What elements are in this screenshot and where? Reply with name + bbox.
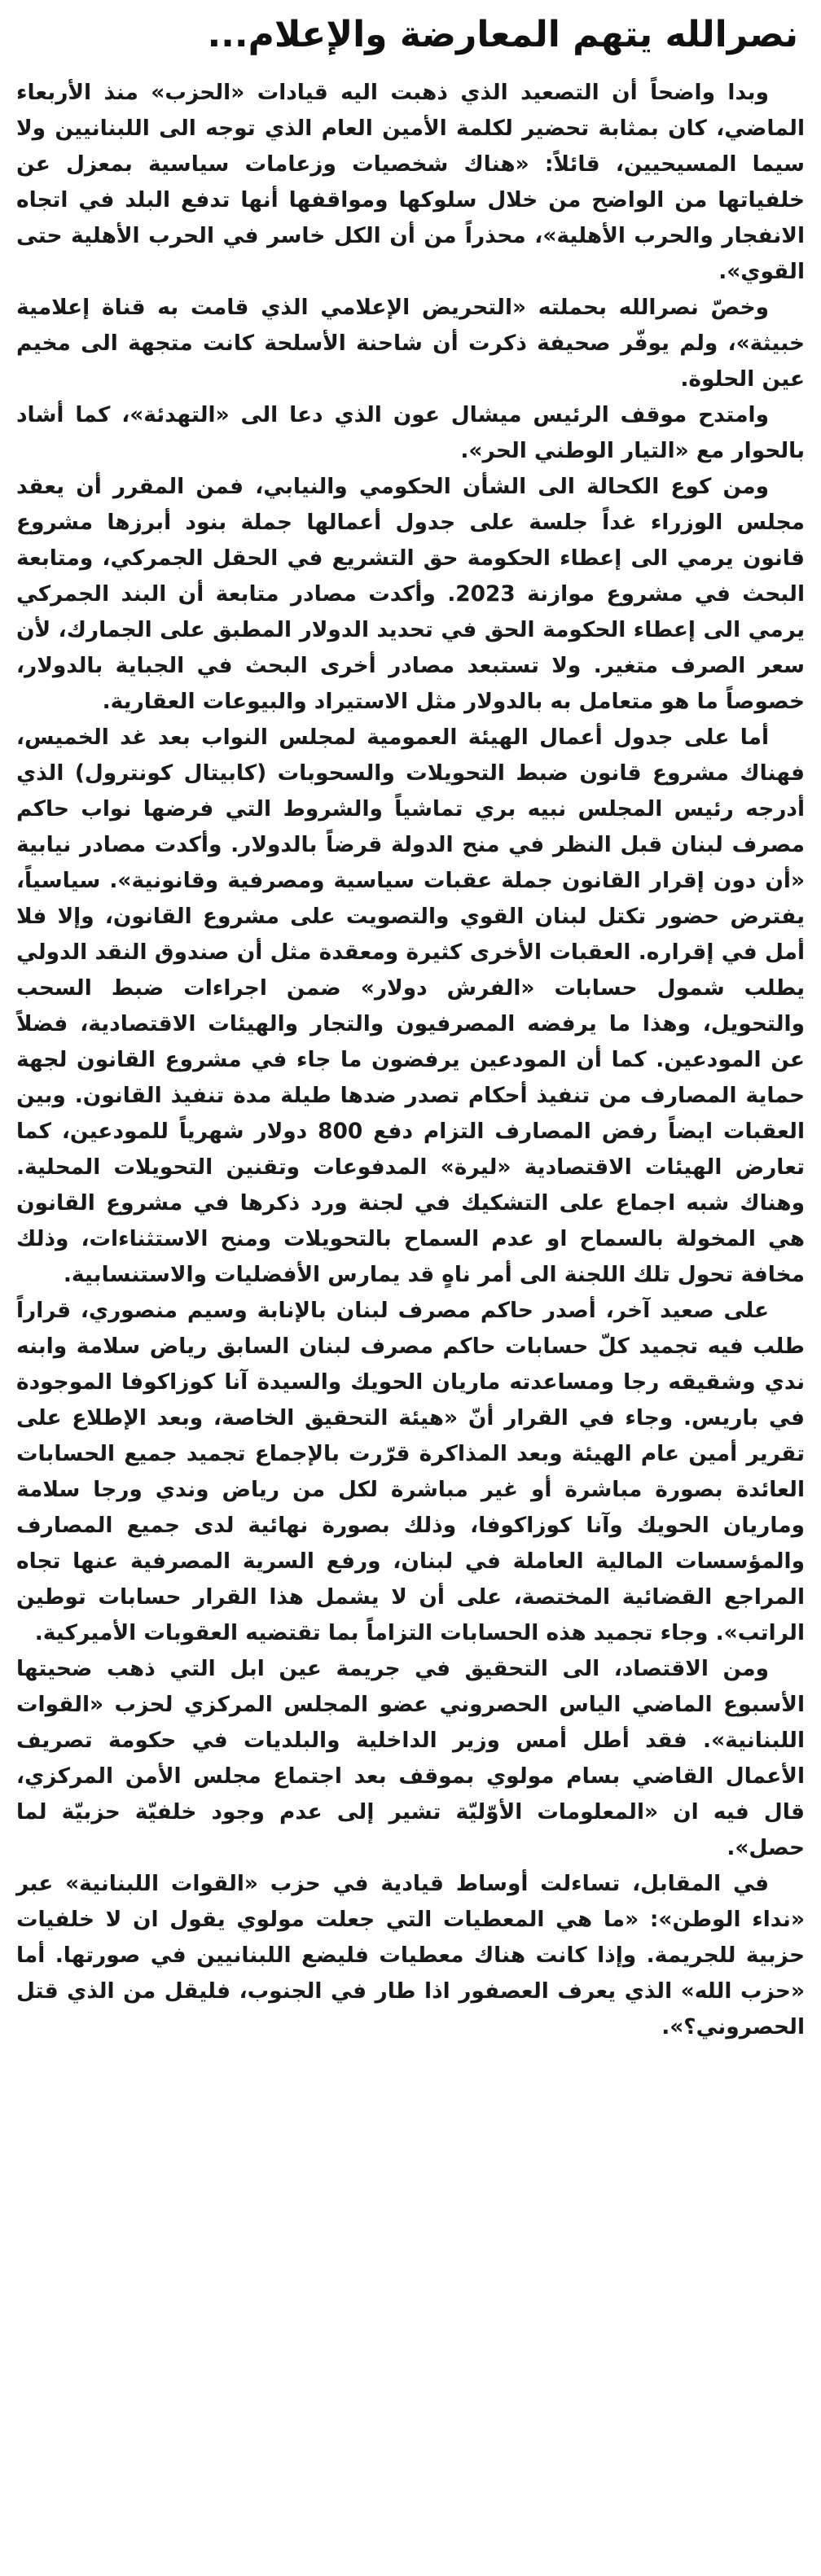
article-paragraph: ومن الاقتصاد، الى التحقيق في جريمة عين ابل التي ذهب ضحيتها الأسبوع الماضي الياس الحصروني عضو المجلس المركزي لحزب «القوات اللبنانية». فقد أطل أمس وزير الداخلية والبلديات في حكومة تصريف الأعمال القاضي بسام مولوي بموقف بعد اجتماع مجلس الأمن المركزي، قال فيه ان «المعلومات الأوّليّة تشير إلى عدم وجود خلفيّة حزبيّة لما حصل». xyxy=(16,1656,805,1860)
article-paragraph: أما على جدول أعمال الهيئة العمومية لمجلس النواب بعد غد الخميس، فهناك مشروع قانون ضبط التحويلات والسحوبات (كابيتال كونترول) الذي أدرجه رئيس المجلس نبيه بري تماشياً والشروط التي فرضها نواب حاكم مصرف لبنان قبل النظر في منح الدولة قرضاً بالدولار. وأكدت مصادر نيابية «أن دون إقرار القانون جملة عقبات سياسية ومصرفية وقانونية». سياسياً، يفترض حضور تكتل لبنان القوي والتصويت على مشروع القانون، وإلا فلا أمل في إقراره. العقبات الأخرى كثيرة ومعقدة مثل أن صندوق النقد الدولي يطلب شمول حسابات «الفرش دولار» ضمن اجراءات ضبط السحب والتحويل، وهذا ما يرفضه المصرفيون والتجار والهيئات الاقتصادية، فضلاً عن المودعين. كما أن المودعين يرفضون ما جاء في مشروع القانون لجهة حماية المصارف من تنفيذ أحكام تصدر ضدها طيلة مدة تنفيذ القانون. وبين العقبات ايضاً رفض المصارف التزام دفع 800 دولار شهرياً للمودعين، كما تعارض الهيئات الاقتصادية «ليرة» المدفوعات وتقنين التحويلات المحلية. وهناك شبه اجماع على التشكيك في لجنة ورد ذكرها في مشروع القانون هي المخولة بالسماح او عدم السماح بالتحويلات ومنح الاستثناءات، وذلك مخافة تحول تلك اللجنة الى أمر ناهٍ قد يمارس الأفضليات والاستنسابية. xyxy=(16,725,805,1287)
article-headline: نصرالله يتهم المعارضة والإعلام... xyxy=(207,14,798,55)
article-paragraph: ومن كوع الكحالة الى الشأن الحكومي والنيابي، فمن المقرر أن يعقد مجلس الوزراء غداً جلسة على جدول أعمالها جملة بنود أبرزها مشروع قانون يرمي الى إعطاء الحكومة حق التشريع في الحقل الجمركي، ومتابعة البحث في مشروع موازنة 2023. وأكدت مصادر متابعة أن البند الجمركي يرمي الى إعطاء الحكومة الحق في تحديد الدولار المطبق على الجمارك، لأن سعر الصرف متغير. ولا تستبعد مصادر أخرى البحث في الجباية بالدولار، خصوصاً ما هو متعامل به بالدولار مثل الاستيراد والبيوعات العقارية. xyxy=(16,474,805,714)
article-paragraph: وخصّ نصرالله بحملته «التحريض الإعلامي الذي قامت به قناة إعلامية خبيثة»، ولم يوفّر صحيفة ذكرت أن شاحنة الأسلحة كانت متجهة الى مخيم عين الحلوة. xyxy=(16,295,805,392)
article-paragraph: في المقابل، تساءلت أوساط قيادية في حزب «القوات اللبنانية» عبر «نداء الوطن»: «ما هي المعطيات التي جعلت مولوي يقول ان لا خلفيات حزبية للجريمة. وإذا كانت هناك معطيات فليضع اللبنانيين في صورتها. أما «حزب الله» الذي يعرف العصفور اذا طار في الجنوب، فليقل من الذي قتل الحصروني؟». xyxy=(16,1871,805,2039)
article-paragraph: وبدا واضحاً أن التصعيد الذي ذهبت اليه قيادات «الحزب» منذ الأربعاء الماضي، كان بمثابة تحضير لكلمة الأمين العام الذي توجه الى اللبنانيين ولا سيما المسيحيين، قائلاً: «هناك شخصيات وزعامات سياسية بمعزل عن خلفياتها من الواضح من خلال سلوكها ومواقفها أنها تدفع البلد في اتجاه الانفجار والحرب الأهلية»، محذراً من أن الكل خاسر في الحرب الأهلية حتى القوي». xyxy=(16,80,805,284)
article-body xyxy=(16,75,805,2045)
article-paragraph: وامتدح موقف الرئيس ميشال عون الذي دعا الى «التهدئة»، كما أشاد بالحوار مع «التيار الوطني الحر». xyxy=(16,402,805,463)
article-paragraph: على صعيد آخر، أصدر حاكم مصرف لبنان بالإنابة وسيم منصوري، قراراً طلب فيه تجميد كلّ حسابات حاكم مصرف لبنان السابق رياض سلامة وابنه ندي وشقيقه رجا ومساعدته ماريان الحويك والسيدة آنا كوزاكوفا الموجودة في باريس. وجاء في القرار أنّ «هيئة التحقيق الخاصة، وبعد الإطلاع على تقرير أمين عام الهيئة وبعد المذاكرة قرّرت بالإجماع تجميد جميع الحسابات العائدة بصورة مباشرة أو غير مباشرة لكل من رياض وندي ورجا سلامة وماريان الحويك وآنا كوزاكوفا، وذلك بصورة نهائية لدى جميع المصارف والمؤسسات المالية العاملة في لبنان، ورفع السرية المصرفية عنها تجاه المراجع القضائية المختصة، على أن لا يشمل هذا القرار حسابات توطين الراتب». وجاء تجميد هذه الحسابات التزاماً بما تقتضيه العقوبات الأميركية. xyxy=(16,1298,805,1645)
